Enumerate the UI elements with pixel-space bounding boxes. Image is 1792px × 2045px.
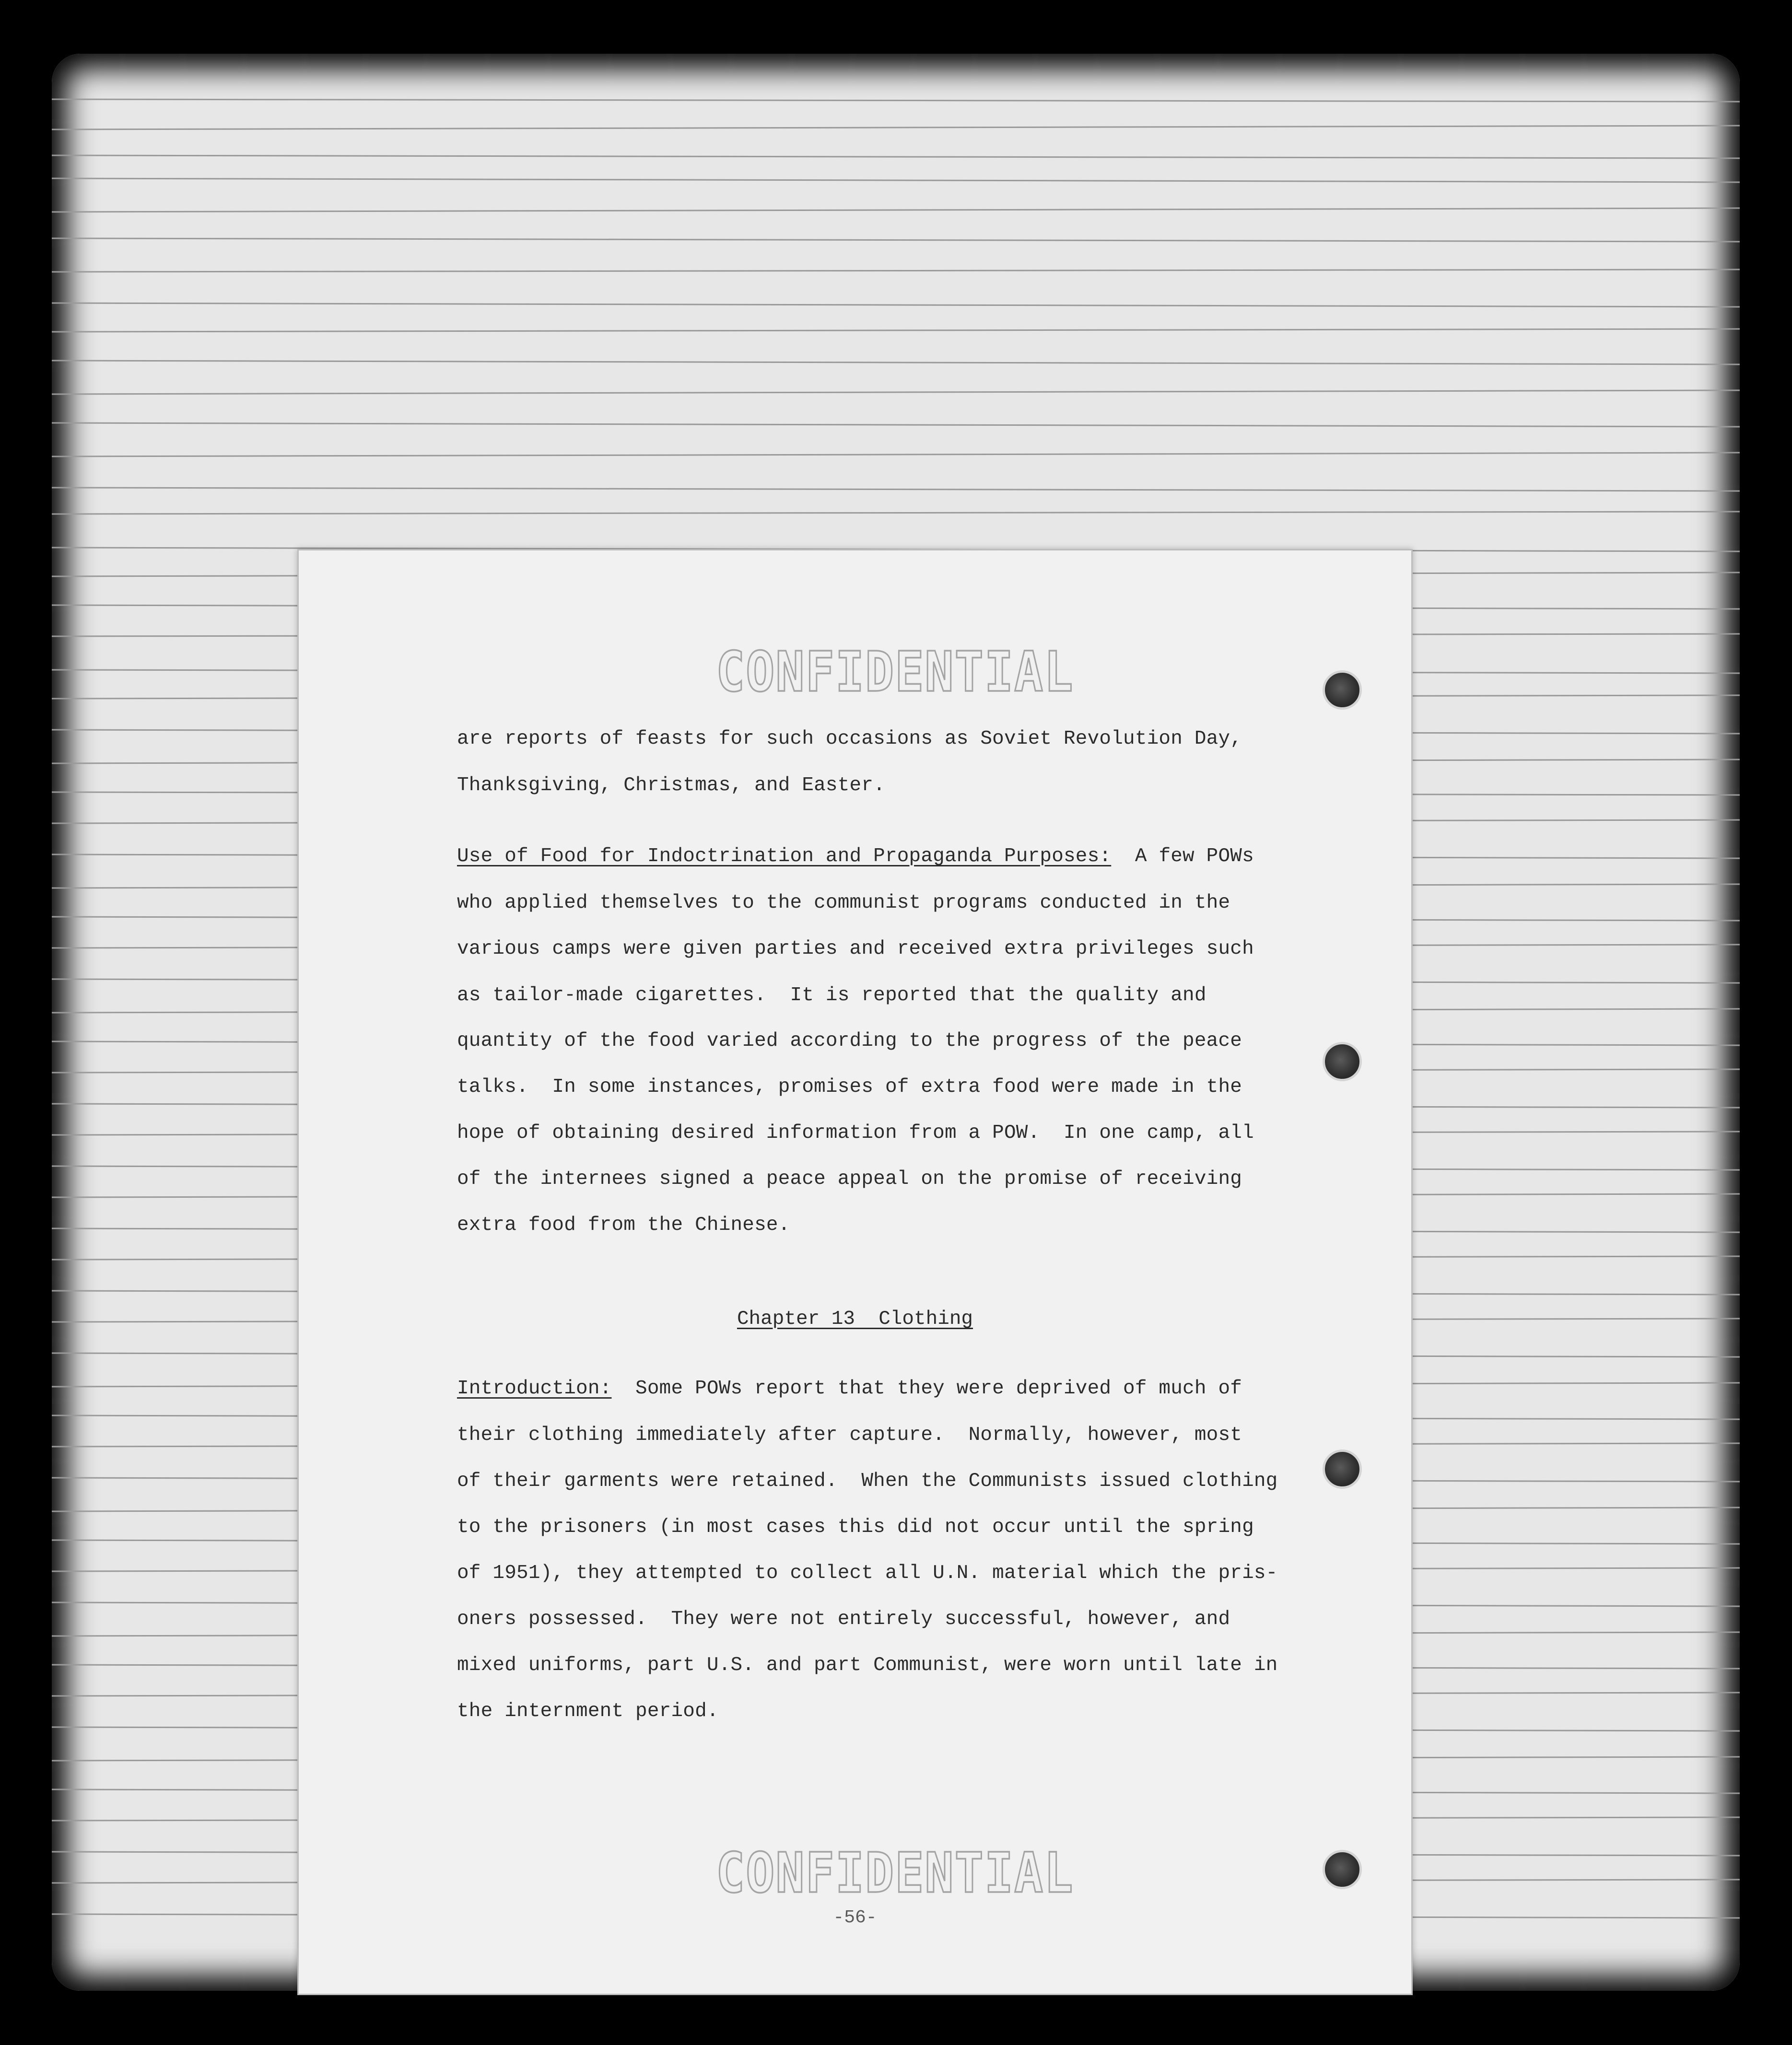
section-heading: Use of Food for Indoctrination and Propaganda Purposes: bbox=[457, 845, 1112, 867]
section-heading-line bbox=[457, 845, 1254, 867]
text-line: extra food from the Chinese. bbox=[457, 1214, 790, 1236]
text-line: talks. In some instances, promises of extra food were made in the bbox=[457, 1076, 1242, 1098]
text-line: various camps were given parties and received extra privileges such bbox=[457, 938, 1254, 960]
punch-hole bbox=[1323, 1850, 1362, 1889]
text-line: the internment period. bbox=[457, 1700, 719, 1722]
confidential-stamp-top: CONFIDENTIAL bbox=[716, 640, 1074, 704]
confidential-stamp-bottom: CONFIDENTIAL bbox=[716, 1841, 1074, 1905]
punch-hole bbox=[1323, 1449, 1362, 1489]
text-fragment: A few POWs bbox=[1111, 845, 1254, 867]
text-line: mixed uniforms, part U.S. and part Communist, were worn until late in bbox=[457, 1654, 1278, 1676]
punch-hole bbox=[1323, 670, 1362, 710]
section-heading-line bbox=[457, 1378, 1242, 1400]
chapter-heading-row bbox=[299, 1308, 1411, 1330]
section-heading: Introduction: bbox=[457, 1378, 612, 1400]
text-line: of 1951), they attempted to collect all U.N. material which the pris- bbox=[457, 1562, 1278, 1584]
text-fragment: Some POWs report that they were deprived of much of bbox=[611, 1378, 1242, 1400]
text-line: of their garments were retained. When the Communists issued clothing bbox=[457, 1470, 1278, 1492]
text-line: who applied themselves to the communist programs conducted in the bbox=[457, 892, 1230, 914]
page-number: -56- bbox=[833, 1907, 877, 1928]
text-line: to the prisoners (in most cases this did not occur until the spring bbox=[457, 1516, 1254, 1538]
text-line: hope of obtaining desired information from a POW. In one camp, all bbox=[457, 1122, 1254, 1144]
text-line: their clothing immediately after capture. Normally, however, most bbox=[457, 1424, 1242, 1446]
punch-hole bbox=[1323, 1042, 1362, 1081]
text-line: oners possessed. They were not entirely successful, however, and bbox=[457, 1608, 1230, 1630]
chapter-heading: Chapter 13 Clothing bbox=[737, 1308, 973, 1330]
text-line: are reports of feasts for such occasions as Soviet Revolution Day, bbox=[457, 728, 1242, 750]
text-line: as tailor-made cigarettes. It is reported that the quality and bbox=[457, 984, 1206, 1006]
document-page bbox=[297, 549, 1413, 1995]
text-line: Thanksgiving, Christmas, and Easter. bbox=[457, 774, 885, 796]
text-line: of the internees signed a peace appeal on the promise of receiving bbox=[457, 1168, 1242, 1190]
text-line: quantity of the food varied according to the progress of the peace bbox=[457, 1030, 1242, 1052]
